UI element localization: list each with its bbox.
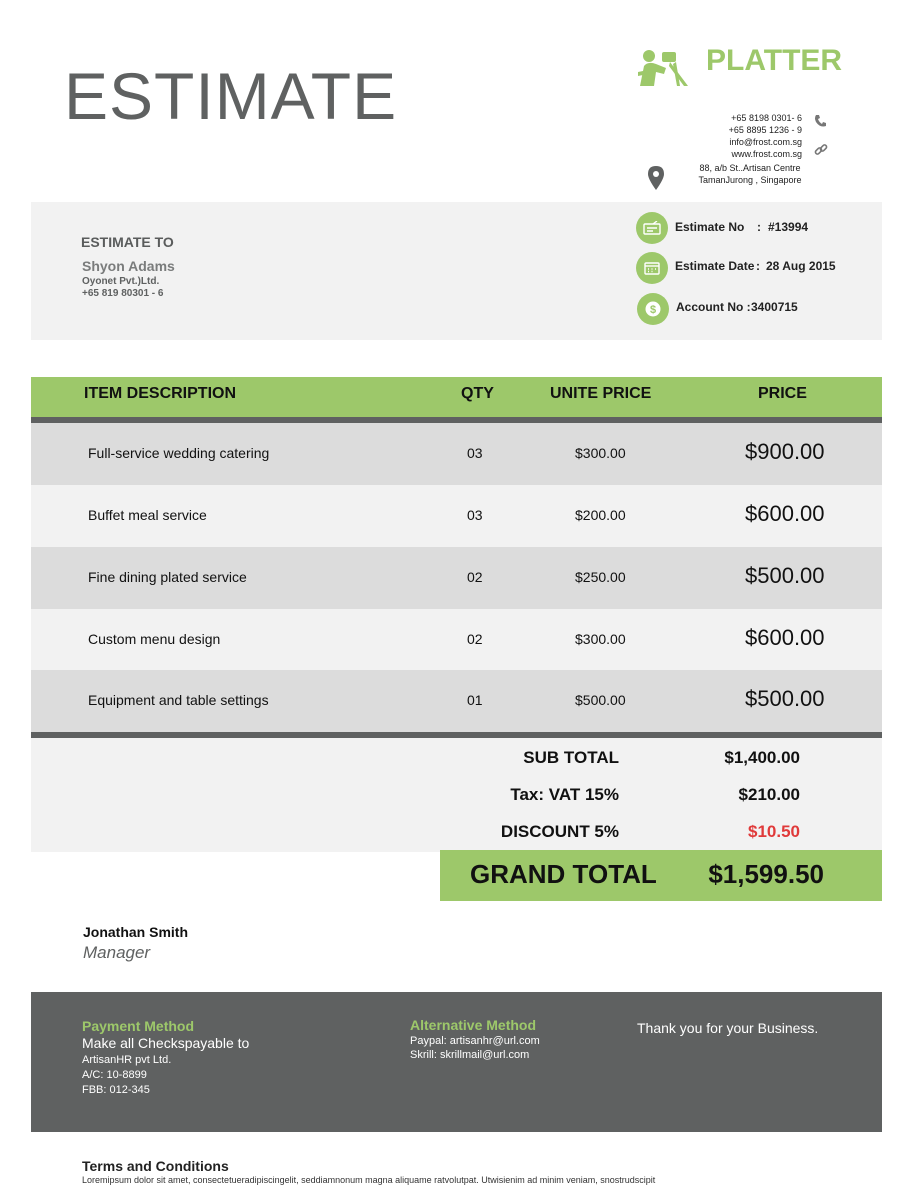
- item-price: $500.00: [745, 563, 825, 588]
- client-phone: +65 819 80301 - 6: [82, 288, 164, 299]
- estimate-date-value: 28 Aug 2015: [766, 259, 836, 273]
- payment-line-1: Make all Checkspayable to: [82, 1035, 250, 1051]
- grand-total-value: $1,599.50: [708, 859, 824, 889]
- payment-footer: [31, 992, 882, 1132]
- item-description: Full-service wedding catering: [88, 445, 270, 461]
- item-qty: 01: [467, 692, 483, 708]
- item-price: $600.00: [745, 501, 825, 526]
- terms-body: Loremipsum dolor sit amet, consectetueradipiscingelit, seddiamnonum magna aliquame ratvolutpat. Utwisienim ad minim veniam, snostrudscipit: [82, 1175, 656, 1185]
- item-price: $900.00: [745, 439, 825, 464]
- estimate-date-label: Estimate Date: [675, 259, 755, 273]
- grand-total-bar: [440, 850, 882, 901]
- totals-panel: [31, 738, 882, 852]
- website-line[interactable]: www.frost.com.sg: [731, 149, 802, 159]
- table-row: [31, 485, 882, 547]
- alt-paypal-line[interactable]: Paypal: artisanhr@url.com: [410, 1035, 540, 1047]
- item-description: Buffet meal service: [88, 507, 207, 523]
- brand-logo-icon: [636, 46, 690, 88]
- client-details: [82, 276, 163, 300]
- item-price: $600.00: [745, 625, 825, 650]
- subtotal-value: $1,400.00: [724, 748, 800, 767]
- brand-name: PLATTER: [706, 44, 843, 77]
- payment-line-3: A/C: 10-8899: [82, 1069, 147, 1081]
- account-no-value: 3400715: [751, 300, 798, 314]
- column-header-unit-price: UNITE PRICE: [550, 385, 652, 402]
- address-line-1: 88, a/b St..Artisan Centre: [699, 163, 801, 173]
- estimate-date-separator: :: [756, 259, 760, 273]
- estimate-no-separator: :: [757, 220, 761, 234]
- calendar-icon: [636, 252, 668, 284]
- discount-value: $10.50: [748, 822, 800, 841]
- discount-label: DISCOUNT 5%: [500, 822, 619, 841]
- signatory-role: Manager: [83, 943, 151, 962]
- link-icon: [814, 143, 828, 157]
- account-no-label: Account No :: [676, 300, 751, 314]
- payment-line-4: FBB: 012-345: [82, 1084, 150, 1096]
- payment-line-2: ArtisanHR pvt Ltd.: [82, 1054, 172, 1066]
- item-qty: 02: [467, 569, 483, 585]
- subtotal-label: SUB TOTAL: [523, 748, 619, 767]
- address-block: [684, 162, 816, 186]
- item-qty: 03: [467, 445, 483, 461]
- phone-line-1: +65 8198 0301- 6: [731, 113, 802, 123]
- svg-text:$: $: [649, 304, 657, 316]
- estimate-to-heading: ESTIMATE TO: [81, 234, 174, 250]
- tax-label: Tax: VAT 15%: [510, 785, 619, 804]
- payment-method-heading: Payment Method: [82, 1018, 195, 1034]
- item-qty: 02: [467, 631, 483, 647]
- table-row: [31, 423, 882, 485]
- estimate-no-value: #13994: [768, 220, 809, 234]
- item-price: $500.00: [745, 686, 825, 711]
- item-unit-price: $300.00: [575, 631, 626, 647]
- item-unit-price: $250.00: [575, 569, 626, 585]
- ticket-icon: [636, 212, 668, 244]
- email-line[interactable]: info@frost.com.sg: [729, 137, 802, 147]
- estimate-no-label: Estimate No: [675, 220, 745, 234]
- alternative-method-heading: Alternative Method: [410, 1017, 537, 1033]
- item-unit-price: $500.00: [575, 692, 626, 708]
- column-header-price: PRICE: [758, 385, 807, 402]
- item-description: Custom menu design: [88, 631, 221, 647]
- item-unit-price: $200.00: [575, 507, 626, 523]
- location-pin-icon: [648, 166, 664, 190]
- item-description: Fine dining plated service: [88, 569, 247, 585]
- phone-icon: [814, 114, 826, 128]
- dollar-coin-icon: [637, 293, 669, 325]
- table-row: [31, 670, 882, 732]
- address-line-2: TamanJurong , Singapore: [698, 175, 802, 185]
- signatory-name: Jonathan Smith: [83, 924, 189, 940]
- table-row: [31, 609, 882, 671]
- terms-heading: Terms and Conditions: [82, 1158, 229, 1174]
- column-header-qty: QTY: [461, 385, 494, 402]
- contact-block: [729, 112, 802, 160]
- tax-value: $210.00: [738, 785, 800, 804]
- client-name: Shyon Adams: [82, 258, 175, 274]
- item-description: Equipment and table settings: [88, 692, 269, 708]
- client-company: Oyonet Pvt.)Ltd.: [82, 276, 160, 287]
- item-unit-price: $300.00: [575, 445, 626, 461]
- thank-you-message: Thank you for your Business.: [637, 1020, 819, 1036]
- item-qty: 03: [467, 507, 483, 523]
- phone-line-2: +65 8895 1236 - 9: [728, 125, 802, 135]
- column-header-description: ITEM DESCRIPTION: [84, 385, 237, 402]
- document-title: ESTIMATE: [64, 59, 398, 133]
- table-row: [31, 547, 882, 609]
- alt-skrill-line[interactable]: Skrill: skrillmail@url.com: [410, 1049, 530, 1061]
- grand-total-label: GRAND TOTAL: [470, 859, 657, 889]
